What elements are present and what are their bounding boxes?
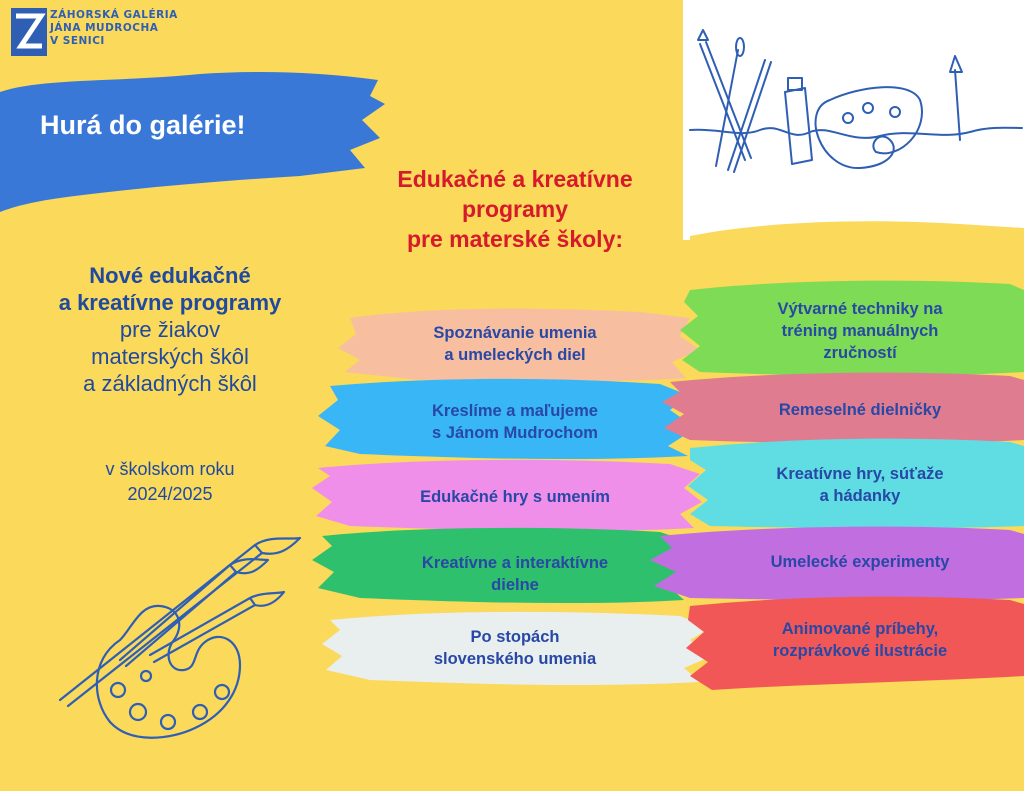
year-line-2: 2024/2025 [127, 484, 213, 504]
heading-line-2: programy [461, 196, 569, 222]
year-line-1: v školskom roku [105, 459, 235, 479]
program-item [370, 400, 660, 444]
program-line: Kreatívne a interaktívne [421, 554, 609, 572]
program-item [710, 463, 1010, 507]
program-item [705, 618, 1015, 662]
school-year [10, 457, 330, 507]
intro-line-1: pre žiakov [119, 317, 221, 342]
art-tools-line-icon [690, 30, 1022, 172]
program-line: Po stopách [470, 628, 560, 646]
program-item [360, 552, 670, 596]
program-line: Spoznávanie umenia [433, 324, 597, 342]
program-item [370, 626, 660, 670]
program-line: Animované príbehy, [781, 620, 939, 638]
program-line: s Jánom Mudrochom [432, 424, 598, 442]
main-heading [350, 164, 680, 254]
program-item [370, 322, 660, 366]
program-line: Výtvarné techniky na [777, 300, 943, 318]
program-line: slovenského umenia [433, 650, 597, 668]
banner-brush-stroke [0, 72, 385, 212]
program-item [705, 551, 1015, 573]
program-item [710, 399, 1010, 421]
program-line: Remeselné dielničky [778, 401, 942, 419]
banner-text: Hurá do galérie! [40, 110, 246, 140]
program-line: a hádanky [819, 487, 901, 505]
program-line: Kreslíme a maľujeme [432, 402, 598, 420]
program-line: rozprávkové ilustrácie [772, 642, 948, 660]
program-item [710, 298, 1010, 364]
heading-line-1: Edukačné a kreatívne [397, 166, 633, 192]
palette-brushes-icon [60, 538, 300, 738]
intro-text [10, 262, 330, 397]
program-item [370, 486, 660, 508]
program-line: Umelecké experimenty [770, 553, 950, 571]
intro-line-3: a základných škôl [83, 371, 257, 396]
gallery-name [50, 9, 200, 48]
program-line: dielne [491, 576, 539, 594]
intro-line-2: materských škôl [91, 344, 249, 369]
heading-line-3: pre materské školy: [406, 226, 624, 252]
program-line: Kreatívne hry, súťaže [776, 465, 944, 483]
program-line: a umeleckých diel [444, 346, 586, 364]
program-line: zručností [823, 344, 897, 362]
logo-line-2: JÁNA MUDROCHA [50, 22, 159, 34]
logo-line-1: ZÁHORSKÁ GALÉRIA [50, 9, 178, 21]
intro-bold-line-1: Nové edukačné [89, 263, 251, 288]
program-line: Edukačné hry s umením [420, 488, 610, 506]
gallery-logo-icon [11, 8, 47, 56]
intro-bold-line-2: a kreatívne programy [58, 290, 282, 315]
program-line: tréning manuálnych [781, 322, 939, 340]
logo-line-3: V SENICI [50, 35, 105, 47]
